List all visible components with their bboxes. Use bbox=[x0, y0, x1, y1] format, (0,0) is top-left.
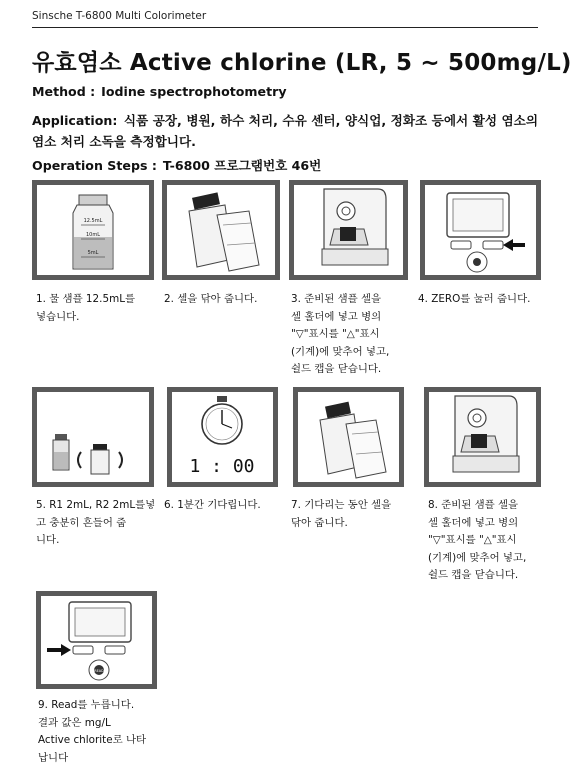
step-4-figure bbox=[420, 180, 541, 280]
step-2-figure bbox=[162, 180, 280, 280]
step-7-figure bbox=[293, 387, 404, 487]
step-5-caption: 5. R1 2mL, R2 2mL를넣 고 충분히 흔들어 줍 니다. bbox=[36, 499, 156, 546]
read-key-icon bbox=[41, 596, 152, 684]
reagent-shake-icon bbox=[37, 392, 149, 482]
method-value: Iodine spectrophotometry bbox=[101, 84, 287, 99]
step-2-caption: 2. 셀을 닦아 줍니다. bbox=[164, 293, 258, 305]
cell-holder-icon bbox=[294, 185, 403, 275]
application-paragraph bbox=[32, 110, 538, 152]
cell-holder-icon-2 bbox=[429, 392, 536, 482]
wipe-cell-icon bbox=[167, 185, 275, 275]
step-6-figure bbox=[167, 387, 278, 487]
operation-label: Operation Steps : bbox=[32, 158, 157, 173]
zero-key-icon bbox=[425, 185, 536, 275]
operation-line bbox=[32, 155, 321, 174]
step-7-caption: 7. 기다리는 동안 셀을 닦아 줍니다. bbox=[291, 499, 392, 529]
operation-value: T-6800 프로그램번호 46번 bbox=[162, 158, 322, 173]
bottle-mark-5: 5mL bbox=[87, 250, 99, 256]
timer-readout: 1 : 00 bbox=[189, 456, 255, 477]
step-3-caption: 3. 준비된 샘플 셀을 셀 홀더에 넣고 병의 "▽"표시를 "△"표시 (기계)에 맞추어 넣고, 쉴드 캡을 닫습니다. bbox=[291, 293, 390, 375]
wipe-cell-icon-2 bbox=[298, 392, 399, 482]
document-header: Sinsche T-6800 Multi Colorimeter bbox=[32, 10, 538, 28]
page-title: 유효염소 Active chlorine (LR, 5 ~ 500mg/L) bbox=[32, 50, 572, 76]
method-label: Method : bbox=[32, 84, 96, 99]
bottle-mark-10: 10mL bbox=[85, 232, 101, 238]
application-text: 식품 공장, 병원, 하수 처리, 수유 센터, 양식업, 정화조 등에서 활성 염소의 염소 처리 소독을 측정합니다. bbox=[32, 113, 538, 149]
step-9-caption: 9. Read를 누릅니다. 결과 값은 mg/L Active chlorite로 나타 납니다 bbox=[38, 699, 147, 764]
read-key-label: READ bbox=[94, 669, 104, 673]
application-label: Application: bbox=[32, 113, 118, 128]
step-1-figure bbox=[32, 180, 154, 280]
method-line bbox=[32, 84, 287, 99]
step-5-figure bbox=[32, 387, 154, 487]
step-8-caption: 8. 준비된 샘플 셀을 셀 홀더에 넣고 병의 "▽"표시를 "△"표시 (기계)에 맞추어 넣고, 쉴드 캡을 닫습니다. bbox=[428, 499, 527, 581]
sample-bottle-icon bbox=[37, 185, 149, 275]
step-4-caption: 4. ZERO를 눌러 줍니다. bbox=[418, 293, 531, 305]
step-6-caption: 6. 1분간 기다립니다. bbox=[164, 499, 261, 511]
step-9-figure bbox=[36, 591, 157, 689]
bottle-mark-12-5: 12.5mL bbox=[83, 218, 103, 224]
stopwatch-icon bbox=[172, 392, 273, 482]
step-8-figure bbox=[424, 387, 541, 487]
step-3-figure bbox=[289, 180, 408, 280]
step-1-caption: 1. 물 샘플 12.5mL를 넣습니다. bbox=[36, 293, 136, 323]
